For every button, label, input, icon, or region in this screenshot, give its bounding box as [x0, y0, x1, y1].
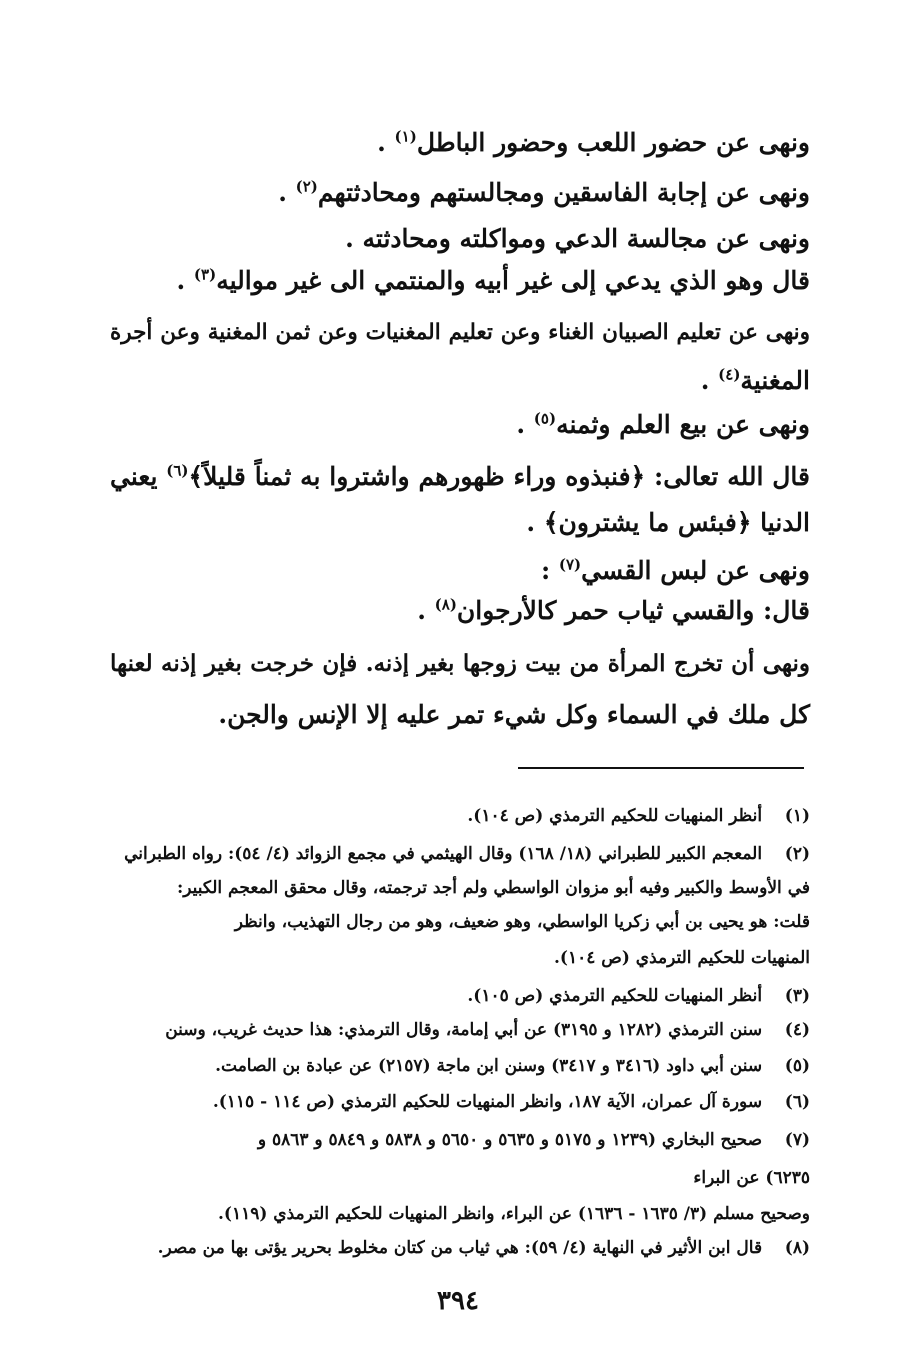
body-text: ونهى عن لبس القسي: [581, 556, 810, 585]
footnote-number: (٤): [784, 1020, 810, 1040]
footnote-7: [110, 1130, 810, 1150]
footnote-text: ٦٢٣٥) عن البراء: [693, 1168, 810, 1188]
body-line-12: [110, 650, 810, 677]
punctuation: :: [540, 556, 559, 585]
body-line-5: [110, 320, 810, 345]
footnote-ref[interactable]: (١): [394, 127, 417, 146]
page-number: ٣٩٤: [437, 1286, 479, 1316]
body-text: يعني: [110, 462, 167, 491]
footnote-3: [110, 986, 810, 1006]
footnote-5: [110, 1056, 810, 1076]
body-line-3: [110, 224, 810, 253]
footnote-6: [110, 1092, 810, 1112]
body-text: قال وهو الذي يدعي إلى غير أبيه والمنتمي الى غير مواليه: [216, 266, 810, 295]
footnote-7-line-2: [110, 1168, 810, 1188]
body-text: ونهى عن تعليم الصبيان الغناء وعن تعليم المغنيات وعن ثمن المغنية وعن أجرة: [110, 320, 810, 345]
footnote-text: أنظر المنهيات للحكيم الترمذي (ص ١٠٤).: [467, 806, 763, 826]
footnote-number: (٨): [784, 1238, 810, 1258]
footnote-text: قلت: هو يحيى بن أبي زكريا الواسطي، وهو ضعيف، وهو من رجال التهذيب، وانظر: [234, 912, 810, 932]
body-line-7: [110, 410, 810, 439]
body-text: ونهى عن إجابة الفاسقين ومجالستهم ومحادثتهم: [317, 178, 810, 207]
body-text: قال: والقسي ثياب حمر كالأرجوان: [456, 596, 810, 625]
body-line-6: [110, 366, 810, 395]
footnote-8: [110, 1238, 810, 1258]
footnote-number: (٣): [784, 986, 810, 1006]
footnote-text: في الأوسط والكبير وفيه أبو مزوان الواسطي ولم أجد ترجمته، وقال محقق المعجم الكبير:: [176, 878, 810, 898]
footnote-number: (٥): [784, 1056, 810, 1076]
body-text: ونهى عن حضور اللعب وحضور الباطل: [416, 128, 810, 157]
footnote-2-line-2: [110, 878, 810, 898]
footnote-2-line-3: [110, 912, 810, 932]
punctuation: .: [278, 178, 296, 207]
body-text: ونهى عن مجالسة الدعي ومواكلته ومحادثته .: [345, 224, 810, 253]
footnote-ref[interactable]: (٦): [166, 461, 189, 480]
footnote-7-line-3: [110, 1204, 810, 1224]
footnote-4: [110, 1020, 810, 1040]
footnote-text: سورة آل عمران، الآية ١٨٧، وانظر المنهيات للحكيم الترمذي (ص ١١٤ - ١١٥).: [212, 1092, 763, 1112]
punctuation: .: [417, 596, 435, 625]
footnote-text: قال ابن الأثير في النهاية (٤/ ٥٩): هي ثياب من كتان مخلوط بحرير يؤتى بها من مصر.: [157, 1238, 763, 1258]
footnote-separator: [518, 767, 804, 769]
footnote-ref[interactable]: (٥): [533, 409, 557, 428]
footnote-text: سنن أبي داود (٣٤١٦ و ٣٤١٧) وسنن ابن ماجة (٢١٥٧) عن عبادة بن الصامت.: [215, 1056, 763, 1076]
quran-quote: قال الله تعالى: ﴿فنبذوه وراء ظهورهم واشتروا به ثمناً قليلاً﴾: [188, 462, 811, 491]
footnote-number: (٢): [784, 844, 810, 864]
footnote-text: المعجم الكبير للطبراني (١٨/ ١٦٨) وقال الهيثمي في مجمع الزوائد (٤/ ٥٤): رواه الطبراني: [124, 844, 763, 864]
body-text: ونهى أن تخرج المرأة من بيت زوجها بغير إذنه. فإن خرجت بغير إذنه لعنها: [110, 650, 810, 677]
footnote-text: المنهيات للحكيم الترمذي (ص ١٠٤).: [553, 948, 810, 968]
footnote-ref[interactable]: (٣): [193, 265, 217, 284]
footnote-ref[interactable]: (٧): [558, 555, 582, 574]
body-line-2: [110, 178, 810, 207]
punctuation: .: [176, 266, 194, 295]
body-line-1: [110, 128, 810, 157]
footnote-number: (١): [784, 806, 810, 826]
footnote-number: (٦): [784, 1092, 810, 1112]
footnote-ref[interactable]: (٤): [718, 365, 741, 384]
footnote-text: صحيح البخاري (١٢٣٩ و ٥١٧٥ و ٥٦٣٥ و ٥٦٥٠ و ٥٨٣٨ و ٥٨٤٩ و ٥٨٦٣ و: [257, 1130, 763, 1150]
body-line-11: [110, 596, 810, 625]
footnote-text: سنن الترمذي (١٢٨٢ و ٣١٩٥) عن أبي إمامة، وقال الترمذي: هذا حديث غريب، وسنن: [165, 1020, 763, 1040]
body-text: ونهى عن بيع العلم وثمنه: [556, 410, 810, 439]
footnote-ref[interactable]: (٢): [295, 177, 318, 196]
body-line-9: [110, 508, 810, 537]
footnote-1: [110, 806, 810, 826]
footnote-number: (٧): [784, 1130, 810, 1150]
footnote-text: أنظر المنهيات للحكيم الترمذي (ص ١٠٥).: [467, 986, 763, 1006]
footnote-2: [110, 844, 810, 864]
punctuation: .: [516, 410, 534, 439]
punctuation: .: [700, 366, 719, 395]
punctuation: .: [377, 128, 395, 157]
footnote-text: وصحيح مسلم (٣/ ١٦٣٥ - ١٦٣٦) عن البراء، وانظر المنهيات للحكيم الترمذي (١١٩).: [217, 1204, 810, 1224]
body-line-13: [110, 700, 810, 729]
footnote-2-line-4: [110, 948, 810, 968]
body-line-4: [110, 266, 810, 295]
body-text: كل ملك في السماء وكل شيء تمر عليه إلا الإنس والجن.: [218, 700, 810, 729]
body-text: المغنية: [740, 366, 810, 395]
body-line-10: [110, 556, 810, 585]
footnote-ref[interactable]: (٨): [434, 595, 457, 614]
quran-quote: الدنيا ﴿فبئس ما يشترون﴾ .: [526, 508, 810, 537]
body-line-8: [110, 462, 810, 491]
